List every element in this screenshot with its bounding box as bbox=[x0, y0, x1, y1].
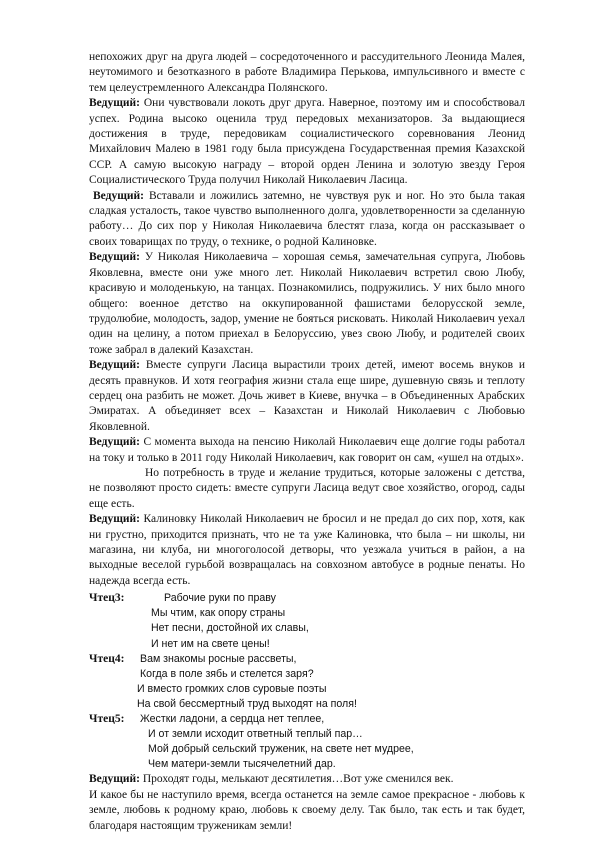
speaker-label: Ведущий: bbox=[89, 513, 140, 526]
poem-row bbox=[89, 742, 525, 757]
poem-row bbox=[89, 606, 525, 621]
speaker-label: Ведущий: bbox=[89, 436, 140, 449]
paragraph-text: Калиновку Николай Николаевич не бросил и не предал до сих пор, хотя, как ни грустно, приходится признать, что не та уже Калиновка, что была – ни школы, ни магазина, ни клуба, ни многоголосой детворы, что уезжала учиться в район, а на выходные веселой гурьбой возвращалась на совхозном автобусе в родные пенаты. Но надежда всегда есть. bbox=[89, 513, 525, 587]
reader-label: Чтец3: bbox=[89, 592, 125, 605]
speaker-label: Ведущий: bbox=[89, 773, 140, 786]
poem-row bbox=[89, 621, 525, 636]
paragraph-text: Вместе супруги Ласица вырастили троих детей, имеют восемь внуков и десять правнуков. И хотя география жизни стала еще шире, душевную связь и теплоту сердец она разбить не может. Дочь живет в Киеве, внучка – в Объединенных Арабских Эмиратах. А объединяет всех – Казахстан и Николай Николаевич с Любовью Яковлевной. bbox=[89, 359, 526, 433]
speaker-label: Ведущий: bbox=[89, 251, 140, 264]
poem-row bbox=[89, 757, 525, 772]
poem-line: Чем матери-земли тысячелетний дар. bbox=[148, 758, 336, 771]
poem-line: На свой бессмертный труд выходят на поля! bbox=[137, 697, 357, 710]
paragraph-1: непохожих друг на друга людей – сосредоточенного и рассудительного Леонида Малея, неутомимого и безотказного в работе Владимира Перькова, импульсивного и вместе с тем целеустремленного Александра Полянского. bbox=[89, 51, 525, 94]
reader-label: Чтец4: bbox=[89, 652, 125, 665]
paragraph-text: У Николая Николаевича – хорошая семья, замечательная супруга, Любовь Яковлевна, вместе они уже много лет. Николай Николаевич встретил свою Любу, красивую и молоденькую, на танцах. Познакомились, подружились. У них было много общего: военное детство на оккупированной фашистами белорусской земле, трудолюбие, молодость, задор, умение не бояться рисковать. Николай Николаевич уехал один на целину, а потом приехал в Белоруссию, увез свою Любу, и родителей своих тоже забрал в далекий Казахстан. bbox=[89, 251, 526, 356]
paragraph-text: Вставали и ложились затемно, не чувствуя рук и ног. Но это была такая сладкая усталость, такое чувство выполненного долга, удовлетворенности за сделанную работу… До сих пор у Николая Николаевича блестят глаза, когда он рассказывает о своих товарищах по труду, о технике, о родной Калиновке. bbox=[89, 189, 526, 248]
paragraph-7 bbox=[89, 512, 525, 589]
poem-row bbox=[89, 637, 525, 652]
poem-line: Рабочие руки по праву bbox=[164, 592, 276, 605]
poem-line: И от земли исходит ответный теплый пар… bbox=[148, 728, 363, 741]
paragraph-4 bbox=[89, 250, 525, 358]
paragraph-5 bbox=[89, 358, 525, 435]
paragraph-text: Проходят годы, мелькают десятилетия…Вот уже сменился век. bbox=[142, 773, 454, 786]
poem-row bbox=[89, 652, 525, 667]
paragraph-text: С момента выхода на пенсию Николай Николаевич еще долгие годы работал на току и только в 2011 году Николай Николаевич, как говорит он сам, «ушел на отдых». bbox=[89, 436, 526, 464]
poem-row bbox=[89, 667, 525, 682]
paragraph-6 bbox=[89, 435, 525, 466]
reader-label: Чтец5: bbox=[89, 712, 125, 725]
paragraph-8 bbox=[89, 772, 525, 787]
poem-row bbox=[89, 591, 525, 606]
poem-line: И нет им на свете цены! bbox=[151, 637, 270, 650]
paragraph-6-continued: Но потребность в труде и желание трудиться, которые заложены с детства, не позволяют просто сидеть: вместе супруги Ласица ведут свое хозяйство, огород, сады еще есть. bbox=[89, 466, 525, 510]
speaker-label: Ведущий: bbox=[93, 189, 144, 202]
paragraph-text: Они чувствовали локоть друг друга. Наверное, поэтому им и способствовал успех. Родина высоко оценила труд передовых механизаторов. За выдающиеся достижения в труде, передовикам социалистического соревнования Леонид Михайлович Малею в 1981 году была присуждена Государственная премия Казахской ССР. А самую высокую награду – второй орден Ленина и золотую звезду Героя Социалистического Труда получил Николай Николаевич Ласица. bbox=[89, 97, 526, 187]
poem-row bbox=[89, 682, 525, 697]
paragraph-9: И какое бы не наступило время, всегда останется на земле самое прекрасное - любовь к земле, любовь к родному краю, любовь к своему делу. Так было, так есть и так будет, благодаря настоящим труженикам земли! bbox=[89, 788, 525, 832]
poem-line: Вам знакомы росные рассветы, bbox=[140, 652, 297, 665]
poem-line: Жестки ладони, а сердца нет теплее, bbox=[140, 712, 325, 725]
poem-line: И вместо громких слов суровые поэты bbox=[137, 682, 327, 695]
poem-line: Нет песни, достойной их славы, bbox=[151, 622, 309, 635]
poem-row bbox=[89, 712, 525, 727]
poem-line: Мой добрый сельский труженик, на свете нет мудрее, bbox=[148, 743, 414, 756]
poem-block bbox=[89, 591, 525, 772]
paragraph-3 bbox=[89, 189, 525, 251]
poem-line: Мы чтим, как опору страны bbox=[151, 607, 286, 620]
speaker-label: Ведущий: bbox=[89, 97, 140, 110]
poem-row bbox=[89, 727, 525, 742]
paragraph-2 bbox=[89, 96, 525, 188]
document-page bbox=[89, 50, 525, 834]
poem-row bbox=[89, 697, 525, 712]
poem-line: Когда в поле зябь и стелется заря? bbox=[140, 667, 314, 680]
speaker-label: Ведущий: bbox=[89, 359, 140, 372]
